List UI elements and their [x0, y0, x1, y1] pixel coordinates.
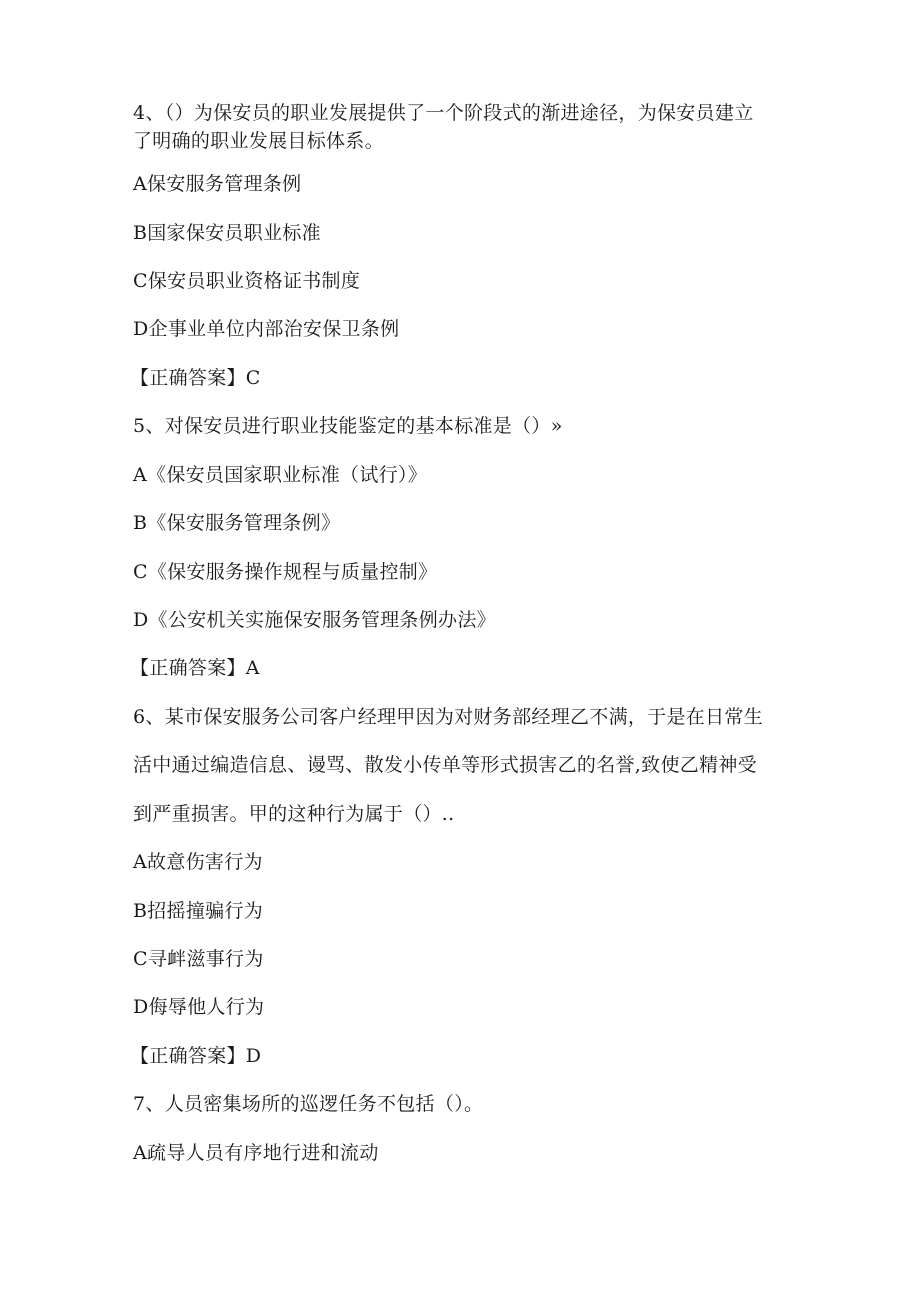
- question-4-option-d: D企事业单位内部治安保卫条例: [133, 318, 400, 340]
- question-6-stem-line-3: 到严重损害。甲的这种行为属于（）..: [133, 803, 455, 825]
- question-5-answer: 【正确答案】A: [130, 657, 260, 679]
- question-6-option-d: D侮辱他人行为: [133, 996, 265, 1018]
- question-7-stem-line-1: 7、人员密集场所的巡逻任务不包括（）。: [133, 1093, 484, 1115]
- question-6-option-b: B招摇撞骗行为: [133, 900, 264, 922]
- question-4-stem-line-2: 了明确的职业发展目标体系。: [133, 130, 384, 152]
- question-5-option-a: A《保安员国家职业标准（试行）》: [133, 464, 428, 486]
- question-6-option-a: A故意伤害行为: [133, 851, 263, 873]
- question-5-option-b: B《保安服务管理条例》: [133, 512, 341, 534]
- question-5-stem-line-1: 5、对保安员进行职业技能鉴定的基本标准是（）»: [133, 415, 563, 437]
- question-4-option-c: C保安员职业资格证书制度: [133, 270, 361, 292]
- question-7-option-a: A疏导人员有序地行进和流动: [133, 1142, 379, 1164]
- question-6-stem-line-2: 活中通过编造信息、谩骂、散发小传单等形式损害乙的名誉,致使乙精神受: [133, 754, 757, 776]
- question-4-answer: 【正确答案】C: [130, 367, 261, 389]
- question-5-option-d: D《公安机关实施保安服务管理条例办法》: [133, 609, 496, 631]
- question-5-option-c: C《保安服务操作规程与质量控制》: [133, 561, 438, 583]
- question-6-stem-line-1: 6、某市保安服务公司客户经理甲因为对财务部经理乙不满，于是在日常生: [133, 706, 763, 728]
- question-4-option-b: B国家保安员职业标准: [133, 222, 321, 244]
- question-6-answer: 【正确答案】D: [130, 1045, 262, 1067]
- question-6-option-c: C寻衅滋事行为: [133, 948, 264, 970]
- question-4-stem-line-1: 4、（）为保安员的职业发展提供了一个阶段式的渐进途径，为保安员建立: [133, 102, 754, 124]
- question-4-option-a: A保安服务管理条例: [133, 173, 302, 195]
